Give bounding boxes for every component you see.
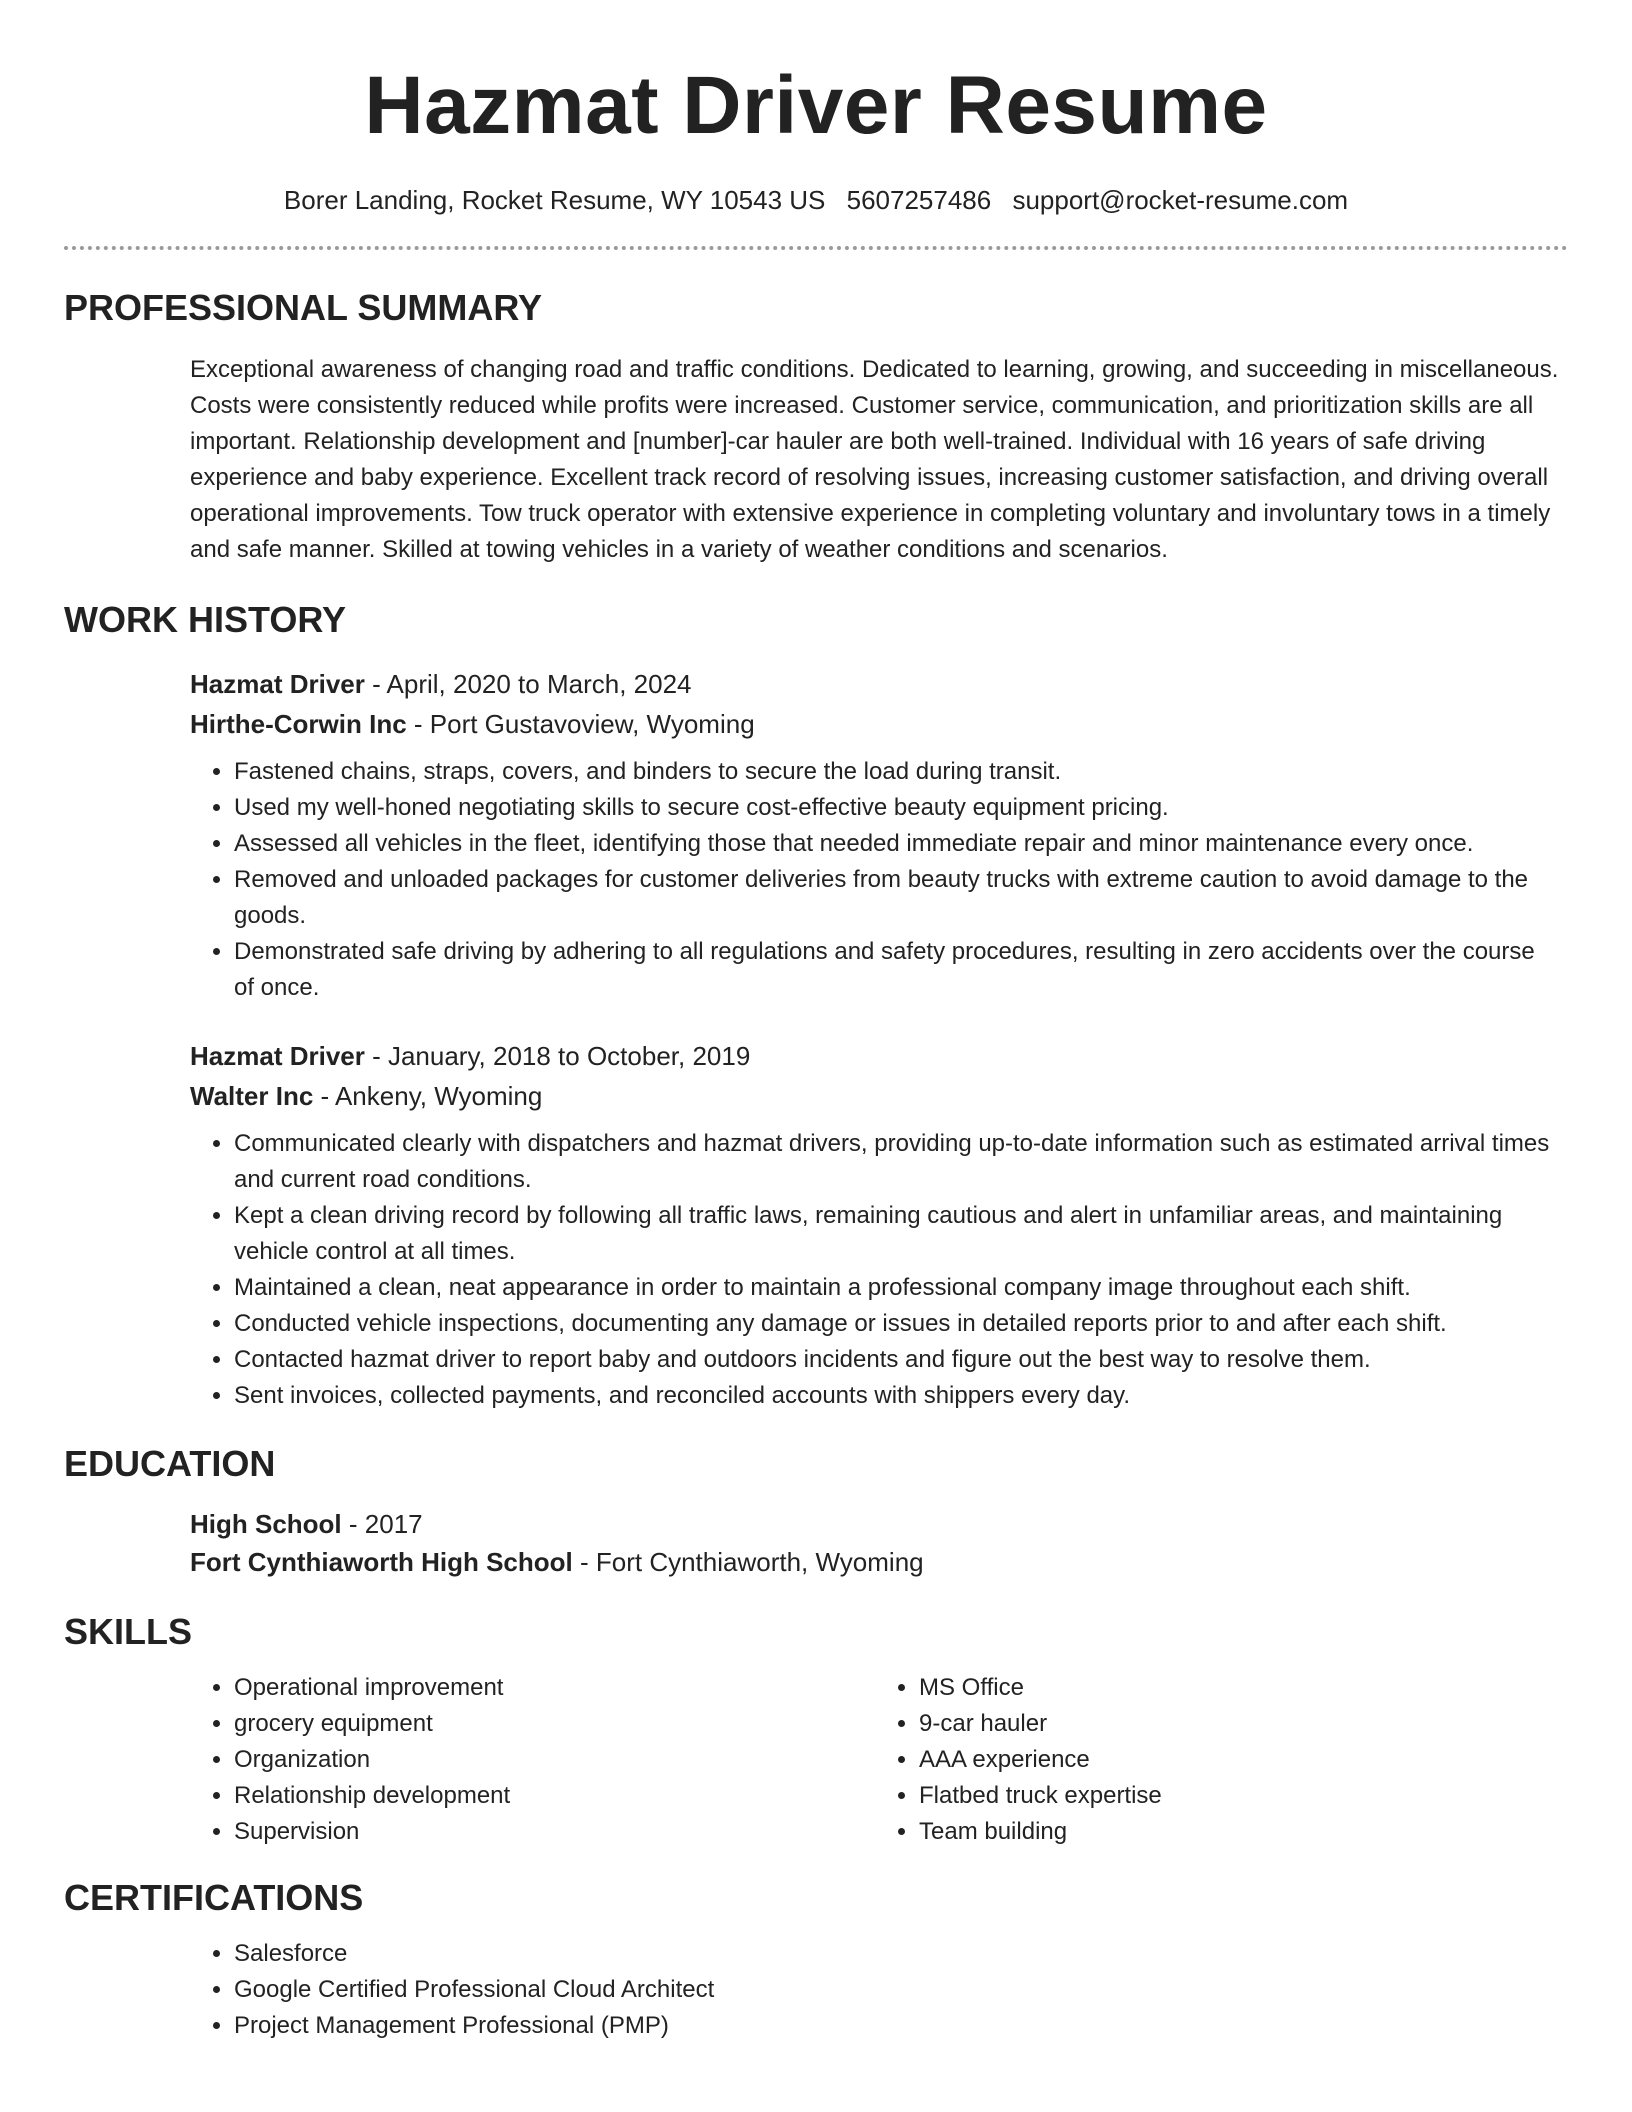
contact-address: Borer Landing, Rocket Resume, WY 10543 US: [283, 185, 826, 215]
certification-item: • Project Management Professional (PMP): [234, 2008, 1560, 2044]
contact-line: [64, 184, 1568, 216]
list-item: • Removed and unloaded packages for customer deliveries from beauty trucks with extreme caution to avoid damage to the goods.: [234, 862, 1560, 934]
job-title: Hazmat Driver: [190, 1041, 365, 1071]
company-location: - Port Gustavoview, Wyoming: [406, 709, 755, 739]
work-history-heading: WORK HISTORY: [64, 599, 347, 640]
company-name: Hirthe-Corwin Inc: [190, 709, 407, 739]
job-title-line: [190, 664, 1560, 704]
skills-heading: SKILLS: [64, 1611, 193, 1652]
skills-section: [64, 1610, 1568, 1850]
list-item: • Fastened chains, straps, covers, and binders to secure the load during transit.: [234, 754, 1560, 790]
certifications-heading: CERTIFICATIONS: [64, 1877, 364, 1918]
job-entry: [190, 1036, 1560, 1414]
skills-list-right: [875, 1670, 1560, 1850]
skill-item: • MS Office: [919, 1670, 1560, 1706]
skill-item: • Operational improvement: [234, 1670, 875, 1706]
certifications-list: [190, 1936, 1560, 2044]
job-entry: [190, 664, 1560, 1006]
summary-section: [64, 286, 1568, 568]
list-item: • Communicated clearly with dispatchers and hazmat drivers, providing up-to-date information such as estimated arrival times and current road conditions.: [234, 1126, 1560, 1198]
skill-item: • grocery equipment: [234, 1706, 875, 1742]
skills-columns: [190, 1670, 1560, 1850]
degree: High School: [190, 1509, 342, 1539]
graduation-year: - 2017: [341, 1509, 423, 1539]
skill-item: • Relationship development: [234, 1778, 875, 1814]
skill-item: • AAA experience: [919, 1742, 1560, 1778]
job-bullets: [190, 1126, 1560, 1414]
skill-item: • 9-car hauler: [919, 1706, 1560, 1742]
list-item: • Maintained a clean, neat appearance in order to maintain a professional company image throughout each shift.: [234, 1270, 1560, 1306]
work-history-section: [64, 598, 1568, 1414]
company-line: [190, 1076, 1560, 1116]
school-location: - Fort Cynthiaworth, Wyoming: [572, 1547, 924, 1577]
list-item: • Conducted vehicle inspections, documenting any damage or issues in detailed reports prior to and after each shift.: [234, 1306, 1560, 1342]
certification-item: • Salesforce: [234, 1936, 1560, 1972]
certifications-section: [64, 1876, 1568, 2044]
list-item: • Contacted hazmat driver to report baby and outdoors incidents and figure out the best way to resolve them.: [234, 1342, 1560, 1378]
header-divider: [64, 246, 1568, 250]
skill-item: • Team building: [919, 1814, 1560, 1850]
school-name: Fort Cynthiaworth High School: [190, 1547, 573, 1577]
skills-list-left: [190, 1670, 875, 1850]
list-item: • Kept a clean driving record by following all traffic laws, remaining cautious and alert in unfamiliar areas, and maintaining vehicle control at all times.: [234, 1198, 1560, 1270]
company-location: - Ankeny, Wyoming: [313, 1081, 543, 1111]
summary-heading: PROFESSIONAL SUMMARY: [64, 287, 543, 328]
company-name: Walter Inc: [190, 1081, 314, 1111]
contact-email[interactable]: support@rocket-resume.com: [1012, 185, 1349, 215]
job-title-line: [190, 1036, 1560, 1076]
skill-item: • Flatbed truck expertise: [919, 1778, 1560, 1814]
job-bullets: [190, 754, 1560, 1006]
list-item: • Sent invoices, collected payments, and reconciled accounts with shippers every day.: [234, 1378, 1560, 1414]
job-dates: - April, 2020 to March, 2024: [364, 669, 692, 699]
education-section: [64, 1442, 1568, 1582]
skill-item: • Supervision: [234, 1814, 875, 1850]
job-title: Hazmat Driver: [190, 669, 365, 699]
company-line: [190, 704, 1560, 744]
certification-item: • Google Certified Professional Cloud Architect: [234, 1972, 1560, 2008]
list-item: • Used my well-honed negotiating skills to secure cost-effective beauty equipment pricing.: [234, 790, 1560, 826]
school-line: [190, 1542, 1560, 1582]
degree-line: [190, 1504, 1560, 1544]
summary-text: Exceptional awareness of changing road and traffic conditions. Dedicated to learning, growing, and succeeding in miscellaneous. Costs were consistently reduced while profits were increased. Customer service, communication, and prioritization skills are all important. Relationship development and [number]-car hauler are both well-trained. Individual with 16 years of safe driving experience and baby experience. Excellent track record of resolving issues, increasing customer satisfaction, and driving overall operational improvements. Tow truck operator with extensive experience in completing voluntary and involuntary tows in a timely and safe manner. Skilled at towing vehicles in a variety of weather conditions and scenarios.: [190, 356, 1559, 563]
resume-title: Hazmat Driver Resume: [364, 60, 1268, 151]
contact-phone: 5607257486: [846, 185, 992, 215]
job-dates: - January, 2018 to October, 2019: [364, 1041, 751, 1071]
list-item: • Demonstrated safe driving by adhering to all regulations and safety procedures, resulting in zero accidents over the course of once.: [234, 934, 1560, 1006]
skill-item: • Organization: [234, 1742, 875, 1778]
education-heading: EDUCATION: [64, 1443, 276, 1484]
list-item: • Assessed all vehicles in the fleet, identifying those that needed immediate repair and minor maintenance every once.: [234, 826, 1560, 862]
